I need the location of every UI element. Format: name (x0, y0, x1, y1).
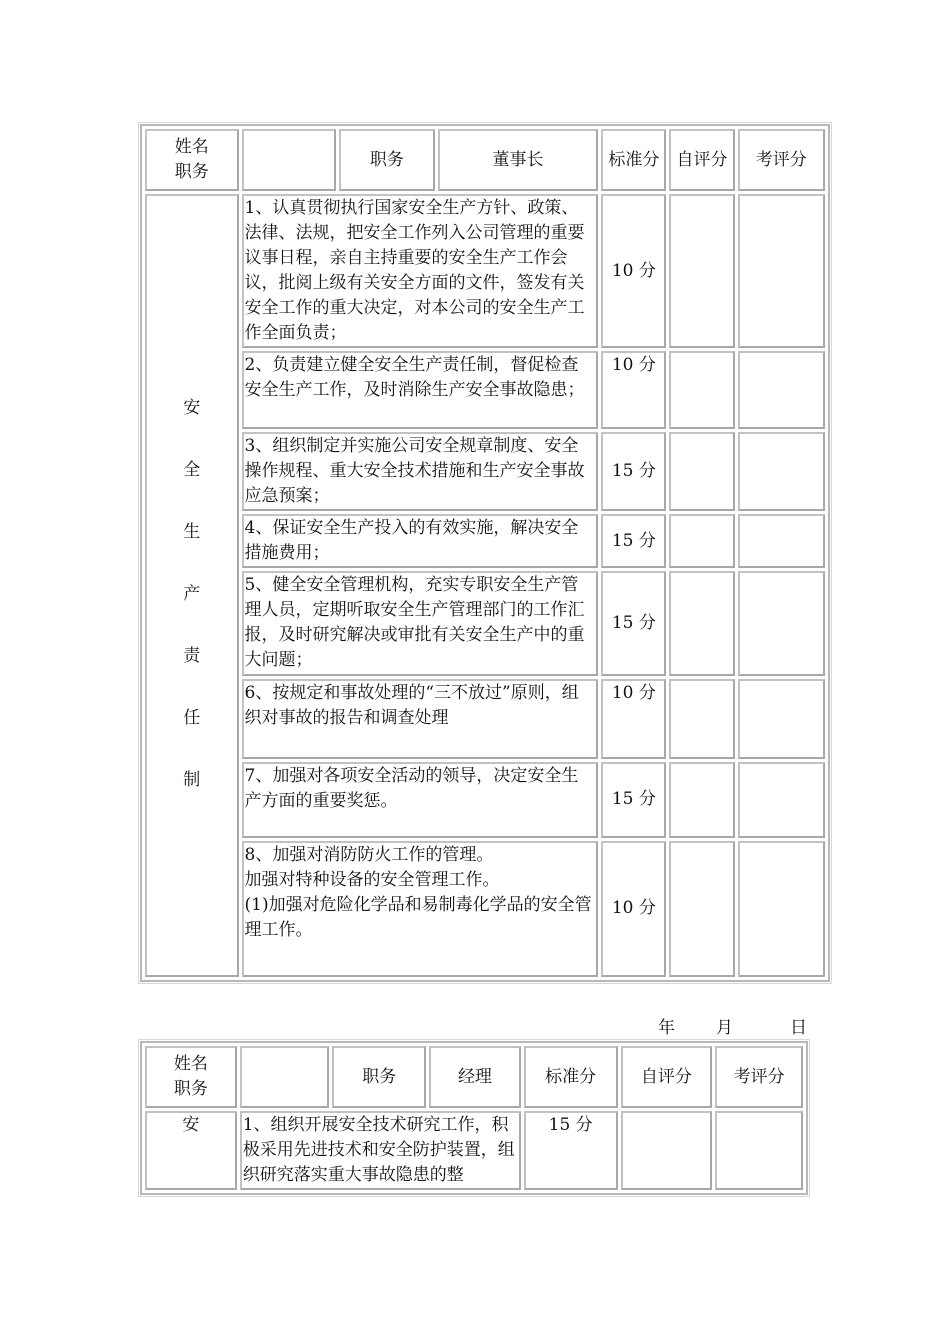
item-text: 2、负责建立健全安全生产责任制，督促检查安全生产工作，及时消除生产安全事故隐患； (242, 351, 599, 429)
table-row (145, 841, 825, 977)
item-score: 15 分 (601, 571, 666, 675)
duty-value-cell: 经理 (429, 1046, 521, 1108)
self-score-header: 自评分 (621, 1046, 713, 1108)
item-text: 6、按规定和事故处理的“三不放过”原则，组织对事故的报告和调查处理 (242, 679, 599, 759)
item-line: 加强对特种设备的安全管理工作。 (244, 869, 500, 890)
item-score: 15 分 (601, 514, 666, 568)
self-score-cell[interactable] (669, 762, 734, 838)
name-position-label-cell (145, 129, 239, 191)
table-row (145, 194, 825, 348)
name-label: 姓名 (174, 137, 209, 158)
name-label: 姓名 (173, 1054, 208, 1074)
self-score-cell[interactable] (669, 841, 734, 977)
assess-score-cell[interactable] (738, 514, 826, 568)
self-score-cell[interactable] (669, 571, 734, 675)
date-line (658, 1013, 807, 1038)
item-score: 15 分 (601, 432, 666, 511)
assess-score-cell[interactable] (738, 194, 826, 348)
name-value-cell (242, 129, 337, 191)
category-char: 安 (183, 397, 201, 418)
item-score: 10 分 (601, 679, 666, 759)
date-month: 月 (716, 1018, 733, 1038)
table-row (145, 762, 825, 838)
self-score-cell[interactable] (669, 679, 734, 759)
position-label: 职务 (174, 162, 209, 183)
responsibility-table-chairman (140, 124, 830, 982)
duty-label-cell: 职务 (332, 1046, 426, 1108)
date-day: 日 (790, 1018, 807, 1038)
item-text: 1、认真贯彻执行国家安全生产方针、政策、法律、法规，把安全工作列入公司管理的重要议事日程，亲自主持重要的安全生产工作会议，批阅上级有关安全方面的文件，签发有关安全工作的重大决定，对本公司的安全生产工作全面负责； (242, 194, 599, 348)
item-score: 10 分 (601, 841, 666, 977)
item-score: 10 分 (601, 194, 666, 348)
name-value-cell (240, 1046, 330, 1108)
item-text: 3、组织制定并实施公司安全规章制度、安全操作规程、重大安全技术措施和生产安全事故应急预案； (242, 432, 599, 511)
category-cell (145, 194, 239, 977)
item-line: (1)加强对危险化学品和易制毒化学品的安全管理工作。 (244, 894, 592, 940)
assess-score-cell[interactable] (738, 679, 826, 759)
self-score-cell[interactable] (669, 194, 734, 348)
responsibility-table-manager (140, 1041, 808, 1195)
item-score: 15 分 (601, 762, 666, 838)
category-char: 责 (183, 645, 201, 666)
item-score: 10 分 (601, 351, 666, 429)
table-row (145, 514, 825, 568)
assess-score-cell[interactable] (738, 841, 826, 977)
assess-score-cell[interactable] (738, 762, 826, 838)
table-header-row (145, 1046, 803, 1108)
assess-score-cell[interactable] (715, 1111, 803, 1190)
position-label: 职务 (173, 1079, 208, 1099)
table-row (145, 351, 825, 429)
self-score-cell[interactable] (621, 1111, 713, 1190)
category-char: 生 (183, 521, 201, 542)
standard-score-header: 标准分 (524, 1046, 618, 1108)
assess-score-cell[interactable] (738, 432, 826, 511)
self-score-cell[interactable] (669, 514, 734, 568)
assess-score-cell[interactable] (738, 351, 826, 429)
item-score: 15 分 (524, 1111, 618, 1190)
table-header-row (145, 129, 825, 191)
self-score-cell[interactable] (669, 432, 734, 511)
category-char: 全 (183, 459, 201, 480)
item-text: 7、加强对各项安全活动的领导，决定安全生产方面的重要奖惩。 (242, 762, 599, 838)
item-text (242, 841, 599, 977)
category-char: 制 (183, 769, 201, 790)
name-position-label-cell (145, 1046, 237, 1108)
table-row (145, 1111, 803, 1190)
category-cell: 安 (145, 1111, 237, 1190)
item-line: 8、加强对消防防火工作的管理。 (244, 844, 494, 865)
category-char: 任 (183, 707, 201, 728)
assess-score-header: 考评分 (715, 1046, 803, 1108)
table-row (145, 679, 825, 759)
assess-score-header: 考评分 (738, 129, 826, 191)
assess-score-cell[interactable] (738, 571, 826, 675)
category-char: 产 (183, 583, 201, 604)
duty-label-cell: 职务 (339, 129, 435, 191)
table-row (145, 432, 825, 511)
duty-value-cell: 董事长 (438, 129, 599, 191)
self-score-cell[interactable] (669, 351, 734, 429)
date-year: 年 (658, 1018, 675, 1038)
item-text: 4、保证安全生产投入的有效实施，解决安全措施费用； (242, 514, 599, 568)
item-text: 5、健全安全管理机构，充实专职安全生产管理人员，定期听取安全生产管理部门的工作汇报，及时研究解决或审批有关安全生产中的重大问题； (242, 571, 599, 675)
item-text: 1、组织开展安全技术研究工作，积极采用先进技术和安全防护装置，组织研究落实重大事故隐患的整 (240, 1111, 521, 1190)
table-row (145, 571, 825, 675)
self-score-header: 自评分 (669, 129, 734, 191)
standard-score-header: 标准分 (601, 129, 666, 191)
